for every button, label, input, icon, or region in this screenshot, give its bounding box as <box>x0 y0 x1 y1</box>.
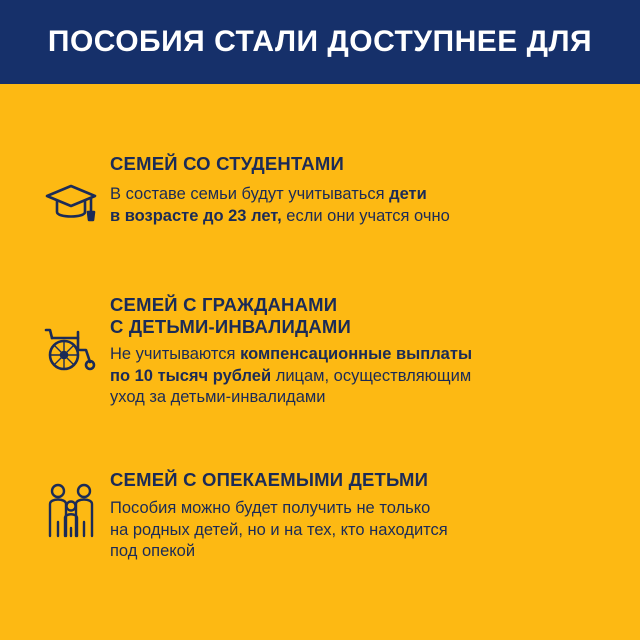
heading-line: С ДЕТЬМИ-ИНВАЛИДАМИ <box>110 316 352 337</box>
graduation-cap-icon <box>44 178 98 232</box>
text-line: по 10 тысяч рублей лицам, осуществляющим <box>110 366 472 385</box>
page-title: ПОСОБИЯ СТАЛИ ДОСТУПНЕЕ ДЛЯ <box>47 25 593 58</box>
wheelchair-icon <box>40 322 98 372</box>
section-heading <box>110 153 344 175</box>
header-banner <box>0 0 640 84</box>
section-text <box>110 498 448 563</box>
text-line: В составе семьи будут учитываться дети <box>110 185 427 203</box>
heading-line: СЕМЕЙ С ГРАЖДАНАМИ <box>110 294 338 315</box>
text-line: под опекой <box>110 542 196 560</box>
text-line: на родных детей, но и на тех, кто находится <box>110 520 448 539</box>
section-heading <box>110 294 351 338</box>
section-text <box>110 184 450 227</box>
heading-line: СЕМЕЙ С ОПЕКАЕМЫМИ ДЕТЬМИ <box>110 469 429 490</box>
text-line: уход за детьми-инвалидами <box>110 388 326 406</box>
section-heading <box>110 469 428 491</box>
section-text <box>110 344 472 409</box>
family-icon <box>46 482 98 538</box>
heading-line: СЕМЕЙ СО СТУДЕНТАМИ <box>110 153 344 174</box>
text-line: в возрасте до 23 лет, если они учатся очно <box>110 206 450 225</box>
text-line: Пособия можно будет получить не только <box>110 499 431 517</box>
text-line: Не учитываются компенсационные выплаты <box>110 345 473 363</box>
